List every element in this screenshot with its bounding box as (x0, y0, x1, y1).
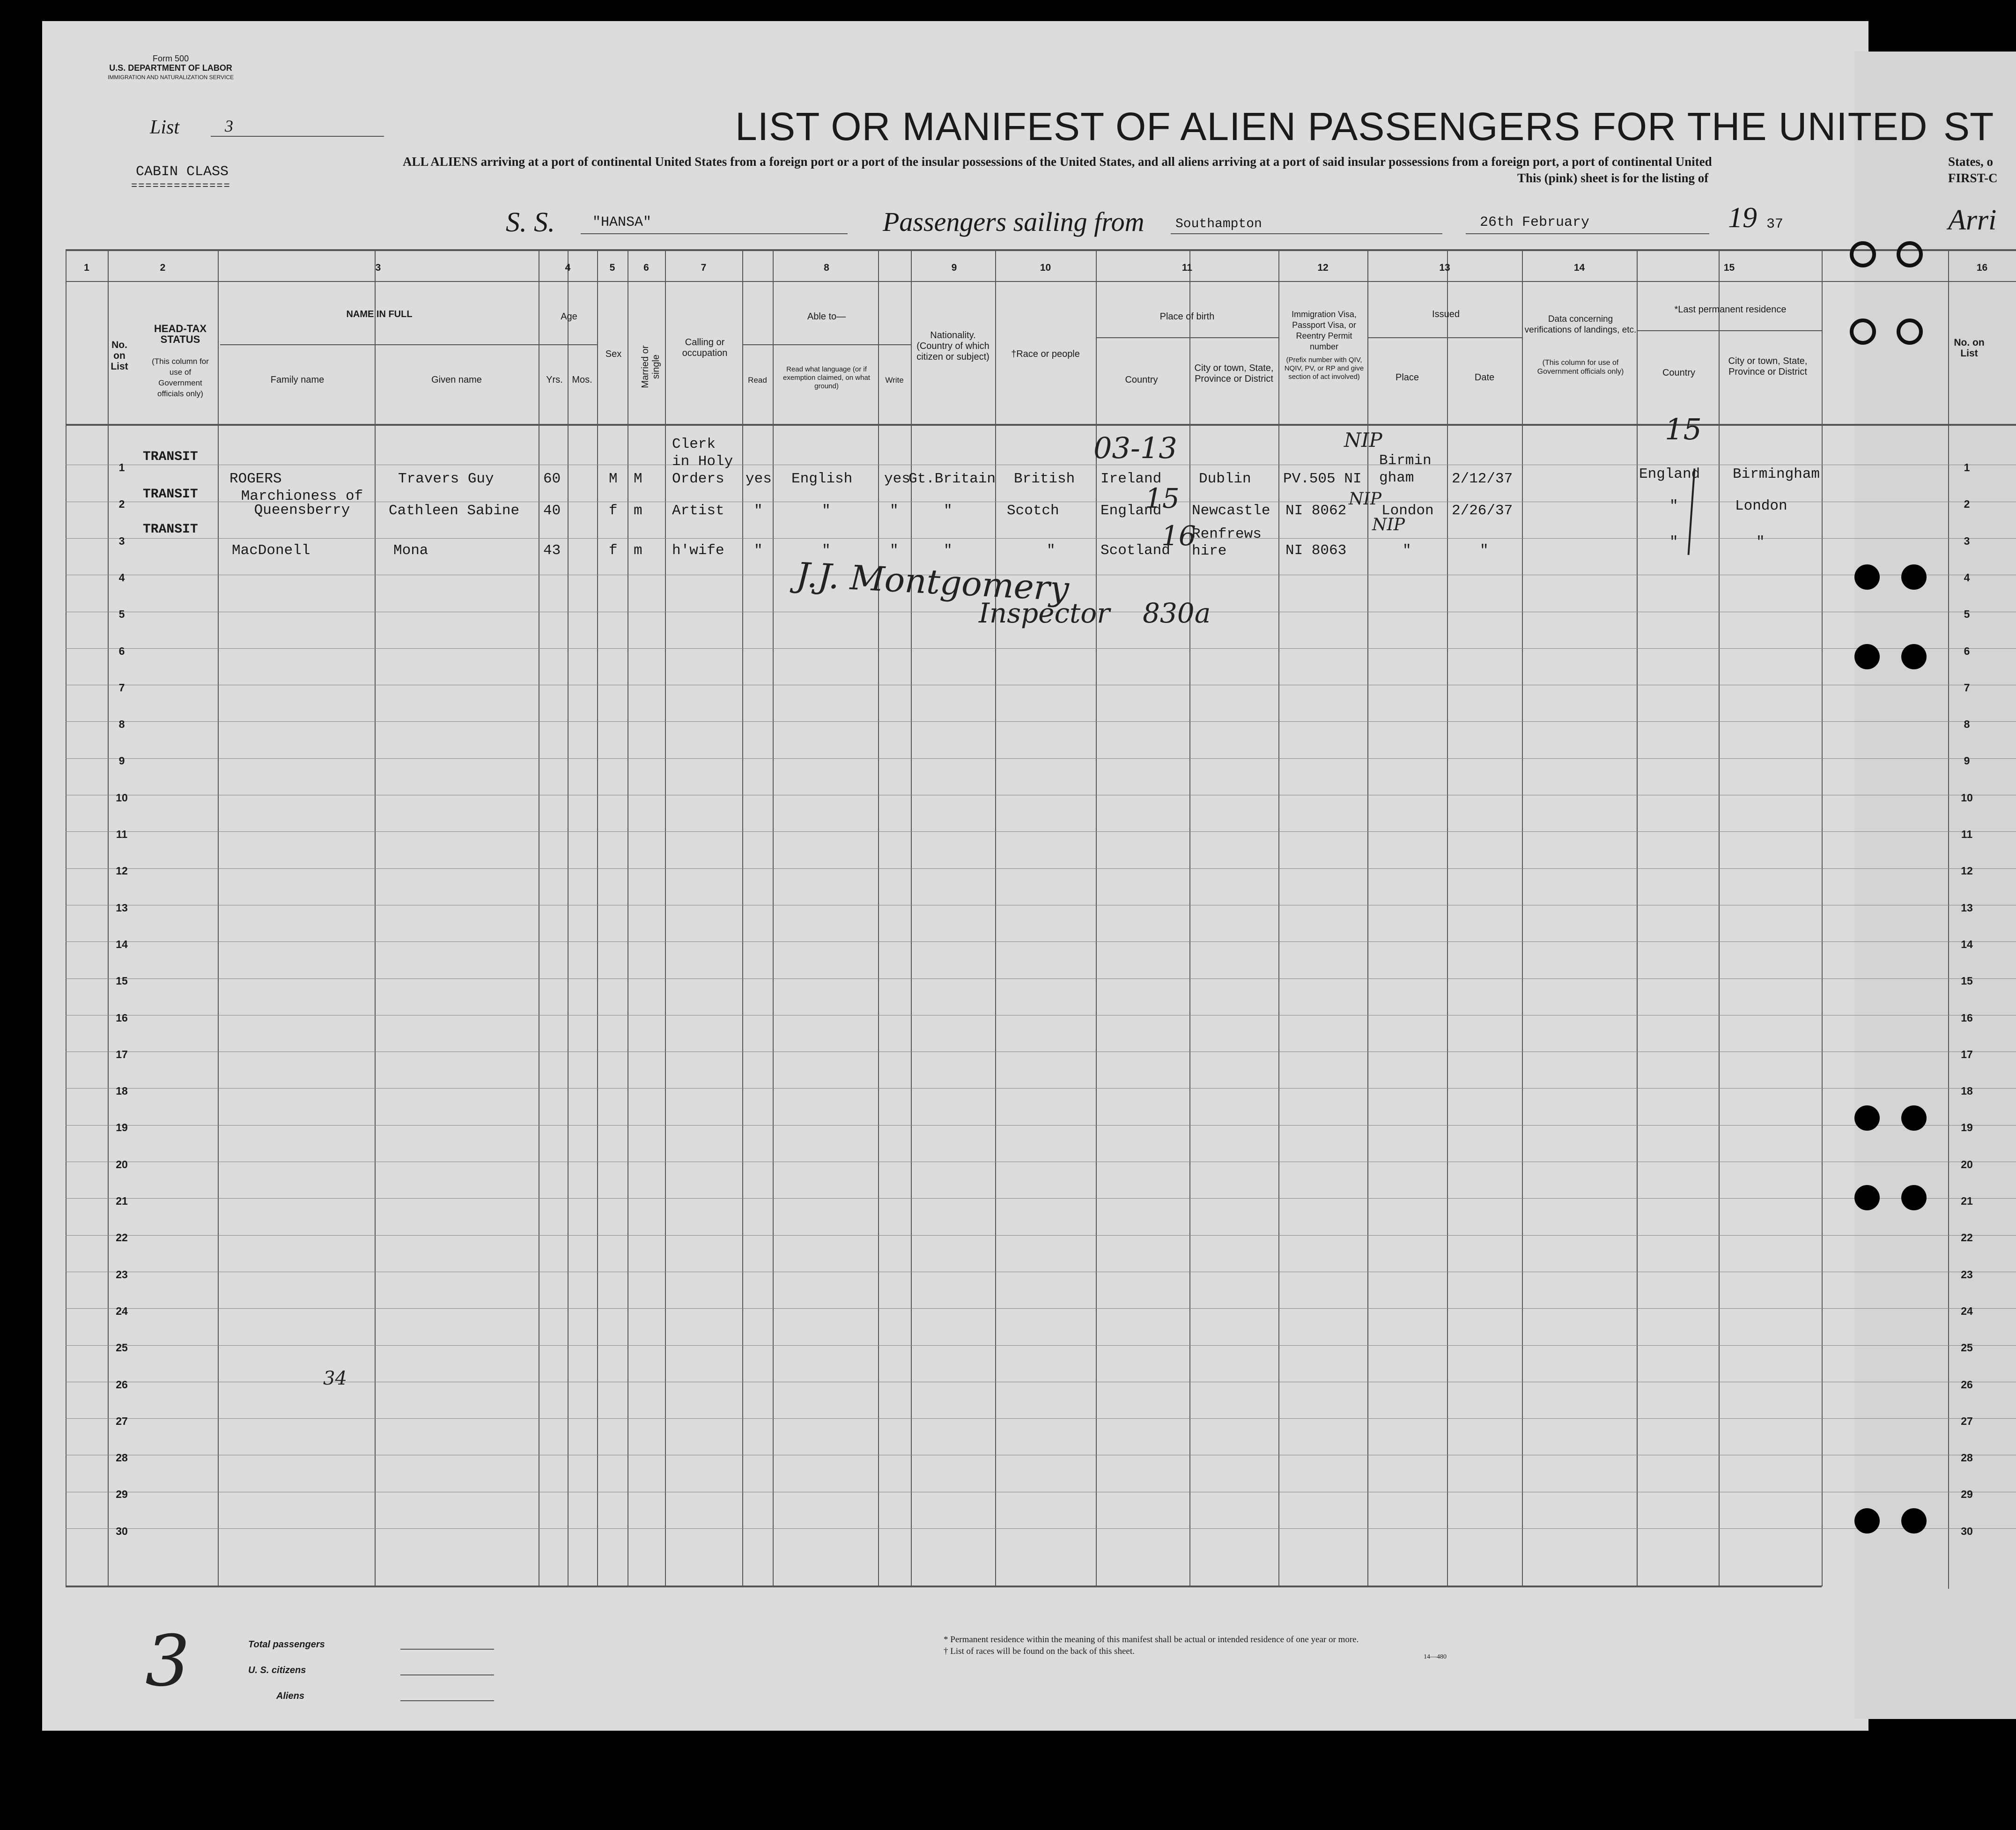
hdr-sex: Sex (605, 349, 622, 359)
given-3: Mona (393, 542, 428, 559)
hdr-last-residence: *Last permanent residence (1674, 304, 1787, 315)
hdr-res-city: City or town, State, Province or District (1728, 356, 1808, 377)
row-line (66, 941, 2016, 942)
row-number: 4 (118, 571, 125, 584)
row-number: 29 (1961, 1488, 1973, 1500)
row-line (66, 1418, 2016, 1419)
hdr-able-to: Able to— (807, 311, 846, 322)
hand-inspector: Inspector (979, 597, 1110, 629)
hand-nip-1: NIP (1344, 429, 1382, 452)
hdr-place-of-birth: Place of birth (1159, 311, 1215, 322)
issued-place-3: " (1403, 542, 1411, 559)
row-line (66, 868, 2016, 869)
subheader-line (1367, 337, 1522, 338)
row-number: 8 (118, 718, 125, 730)
issued-date-1: 2/12/37 (1452, 471, 1513, 487)
column-number: 11 (1182, 262, 1193, 273)
binder-hole (1901, 1185, 1927, 1210)
year-prefix: 19 (1728, 202, 1757, 234)
row-number: 14 (116, 938, 128, 950)
hand-total-mark: 3 (145, 1621, 190, 1702)
row-number: 5 (1964, 608, 1970, 620)
total-passengers-label: Total passengers (248, 1639, 325, 1650)
row-number: 27 (1961, 1415, 1973, 1427)
form-header (108, 54, 234, 82)
table-top-border (66, 249, 2016, 251)
row-number: 30 (1961, 1525, 1973, 1537)
language-3: " (822, 542, 831, 559)
hdr-visa: Immigration Visa, Passport Visa, or Reentry Permit number (1292, 310, 1357, 351)
hand-inspector-id: 830a (1143, 597, 1211, 629)
row-number: 30 (116, 1525, 128, 1537)
port-underline (1171, 233, 1442, 234)
title-continuation: ST (1943, 104, 1994, 148)
hdr-res-country: Country (1662, 368, 1696, 378)
race-3: " (1047, 542, 1056, 559)
res-city-1: Birmingham (1733, 466, 1820, 482)
binder-hole (1854, 1185, 1880, 1210)
hand-res-annot: 15 (1665, 412, 1702, 446)
row-number: 24 (116, 1305, 128, 1317)
row-number: 10 (116, 792, 128, 804)
column-line (375, 249, 376, 1586)
row-number: 12 (1961, 865, 1973, 877)
binder-hole (1854, 1105, 1880, 1131)
column-line (1189, 249, 1190, 1586)
subheader-line (539, 344, 597, 345)
family-1: ROGERS (229, 471, 282, 487)
row-line (66, 1125, 2016, 1126)
row-number: 6 (118, 645, 125, 657)
row-line (66, 1308, 2016, 1309)
row-number: 7 (118, 682, 125, 694)
row-number: 15 (1961, 975, 1973, 987)
year-suffix: 37 (1766, 216, 1784, 232)
row-number: 24 (1961, 1305, 1973, 1317)
hdr-read: Read (748, 376, 767, 385)
binder-hole (1901, 1105, 1927, 1131)
form-code: 14—480 (1424, 1653, 1447, 1660)
hdr-data-note: (This column for use of Government officials only) (1537, 359, 1624, 376)
hand-nip-3: NIP (1372, 515, 1405, 534)
res-country-3: " (1669, 534, 1678, 550)
row-number: 20 (1961, 1158, 1973, 1171)
res-city-3: " (1756, 534, 1765, 550)
sailing-date: 26th February (1480, 215, 1590, 230)
sex-1: M (609, 471, 618, 487)
row-number: 11 (116, 828, 128, 840)
row-number: 23 (1961, 1268, 1973, 1281)
row-number: 13 (1961, 902, 1973, 914)
row-line (66, 721, 2016, 722)
married-3: m (634, 542, 642, 559)
footnote-1: * Permanent residence within the meaning of this manifest shall be actual or intended residence of one year or more. (944, 1635, 1359, 1645)
manifest-sheet (42, 21, 1868, 1731)
hdr-age: Age (561, 311, 577, 322)
married-1: M (634, 471, 642, 487)
res-country-2: " (1669, 498, 1678, 514)
birth-city-2: Newcastle (1192, 503, 1270, 519)
hdr-read-language: Read what language (or if exemption claimed, on what ground) (783, 365, 870, 390)
column-line (1948, 249, 1949, 1589)
visa-1: PV.505 NI (1283, 471, 1362, 487)
row-number: 18 (1961, 1085, 1973, 1097)
nationality-3: " (944, 542, 953, 559)
table-bottom-border (66, 1586, 1822, 1587)
subheader-line (742, 344, 911, 345)
hdr-issued-place: Place (1395, 372, 1419, 383)
married-2: m (634, 503, 642, 519)
row-number: 28 (1961, 1452, 1973, 1464)
binder-hole-ring (1897, 241, 1923, 267)
row-line (66, 831, 2016, 832)
row-line (66, 1088, 2016, 1089)
list-label: List (150, 117, 180, 138)
ship-name: "HANSA" (592, 215, 652, 230)
hdr-race: †Race or people (1011, 349, 1080, 359)
sex-3: f (609, 542, 618, 559)
family-3: MacDonell (232, 542, 310, 559)
binder-hole (1854, 564, 1880, 590)
issued-date-3: " (1480, 542, 1489, 559)
birth-country-3: Scotland (1100, 542, 1170, 559)
hdr-issued: Issued (1432, 309, 1460, 319)
row-number: 3 (1964, 535, 1970, 547)
column-number: 15 (1723, 262, 1735, 273)
ship-prefix: S. S. (506, 207, 555, 237)
row-line (66, 758, 2016, 759)
row-number: 6 (1964, 645, 1970, 657)
sex-2: f (609, 503, 618, 519)
calling-1: Clerk in Holy Orders (672, 436, 733, 487)
column-line (1522, 249, 1523, 1586)
status-3: TRANSIT (143, 522, 198, 537)
binder-hole (1854, 1508, 1880, 1534)
hdr-birth-country: Country (1125, 375, 1158, 385)
total-line-1 (400, 1649, 494, 1650)
row-number: 2 (118, 498, 125, 510)
sailing-port: Southampton (1175, 217, 1262, 231)
column-line (1637, 249, 1638, 1586)
row-number: 1 (118, 461, 125, 474)
row-number: 18 (116, 1085, 128, 1097)
hdr-no-on-list-right: No. on List (1954, 337, 1985, 359)
binder-hole-ring (1897, 319, 1923, 345)
yrs-2: 40 (543, 503, 561, 519)
column-line (218, 249, 219, 1586)
res-city-2: London (1735, 498, 1787, 514)
write-3: " (890, 542, 899, 559)
arriving-label: Arri (1948, 204, 1997, 236)
row-line (66, 978, 2016, 979)
read-1: yes (746, 471, 772, 487)
class-underline: ============== (131, 180, 231, 192)
res-country-1: England (1639, 466, 1700, 482)
service: IMMIGRATION AND NATURALIZATION SERVICE (108, 74, 234, 81)
column-line (1278, 249, 1279, 1586)
form-number: Form 500 (153, 54, 189, 63)
hand-nip-2: NIP (1349, 489, 1381, 509)
row-number: 5 (118, 608, 125, 620)
row-number: 29 (116, 1488, 128, 1500)
row-number: 26 (1961, 1378, 1973, 1391)
birth-country-1: Ireland (1100, 471, 1162, 487)
calling-3: h'wife (672, 542, 724, 559)
column-line (1822, 249, 1823, 1586)
race-1: British (1014, 471, 1075, 487)
yrs-1: 60 (543, 471, 561, 487)
row-number: 21 (116, 1195, 128, 1207)
column-number: 7 (701, 262, 707, 273)
visa-3: NI 8063 (1285, 542, 1347, 559)
hdr-birth-city: City or town, State, Province or District (1194, 363, 1274, 384)
row-number: 17 (116, 1048, 128, 1060)
hdr-write: Write (885, 376, 904, 385)
row-number: 7 (1964, 682, 1970, 694)
race-2: Scotch (1007, 503, 1059, 519)
row-number: 10 (1961, 792, 1973, 804)
column-line (1447, 249, 1448, 1586)
instructions-right1: States, o (1948, 155, 1993, 169)
hdr-calling: Calling or occupation (682, 337, 728, 358)
hdr-visa-note: (Prefix number with QIV, NQIV, PV, or RP and give section of act involved) (1284, 356, 1364, 381)
row-number: 22 (1961, 1231, 1973, 1244)
subheader-line (1096, 337, 1278, 338)
row-number: 19 (1961, 1121, 1973, 1134)
list-underline (211, 136, 384, 137)
hand-margin-mark: 34 (323, 1368, 347, 1389)
column-number: 3 (375, 262, 381, 273)
binder-hole (1901, 1508, 1927, 1534)
row-number: 9 (1964, 755, 1970, 767)
row-line (66, 648, 2016, 649)
write-2: " (890, 503, 899, 519)
column-line (995, 249, 996, 1586)
row-number: 20 (116, 1158, 128, 1171)
birth-country-2: England (1100, 503, 1162, 519)
visa-2: NI 8062 (1285, 503, 1347, 519)
row-number: 11 (1961, 828, 1973, 840)
hand-pob-annotation: 03-13 (1093, 431, 1177, 465)
row-number: 27 (116, 1415, 128, 1427)
date-underline (1466, 233, 1709, 234)
row-number: 8 (1964, 718, 1970, 730)
row-number: 16 (116, 1012, 128, 1024)
given-1: Travers Guy (398, 471, 494, 487)
instructions-right2: FIRST-C (1948, 171, 1998, 185)
hdr-issued-date: Date (1474, 372, 1495, 383)
column-line (568, 249, 569, 1586)
language-2: " (822, 503, 831, 519)
hdr-nationality: Nationality. (Country of which citizen or subject) (916, 330, 990, 362)
row-number: 3 (118, 535, 125, 547)
column-line (911, 249, 912, 1586)
row-number: 9 (118, 755, 125, 767)
column-number: 16 (1976, 262, 1988, 273)
row-number: 28 (116, 1452, 128, 1464)
row-number: 16 (1961, 1012, 1973, 1024)
language-1: English (791, 471, 853, 487)
ship-underline (581, 233, 848, 234)
nationality-1: Gt.Britain (908, 471, 996, 487)
total-line-2 (400, 1674, 494, 1675)
row-number: 14 (1961, 938, 1973, 950)
issued-place-1: Birmingham (1379, 452, 1432, 486)
column-line (597, 249, 598, 1586)
row-number: 4 (1964, 571, 1970, 584)
sailing-label: Passengers sailing from (883, 207, 1145, 237)
binder-hole (1901, 644, 1927, 669)
column-number: 8 (824, 262, 829, 273)
issued-date-2: 2/26/37 (1452, 503, 1513, 519)
column-number: 6 (643, 262, 649, 273)
row-number: 1 (1964, 461, 1970, 474)
row-number: 26 (116, 1378, 128, 1391)
binder-hole-ring (1850, 319, 1876, 345)
row-number: 19 (116, 1121, 128, 1134)
row-number: 23 (116, 1268, 128, 1281)
next-sheet-edge (1854, 52, 2016, 1719)
birth-city-1: Dublin (1199, 471, 1251, 487)
column-line (665, 249, 666, 1586)
status-1: TRANSIT (143, 450, 198, 464)
hdr-given-name: Given name (431, 375, 482, 385)
row-number: 25 (1961, 1341, 1973, 1354)
column-number: 12 (1317, 262, 1329, 273)
row-number: 17 (1961, 1048, 1973, 1060)
issued-place-2: London (1381, 503, 1434, 519)
hdr-head-tax-note: (This column for use of Government officials only) (152, 357, 209, 398)
row-number: 12 (116, 865, 128, 877)
row-line (66, 1345, 2016, 1346)
hdr-yrs: Yrs. (546, 375, 563, 385)
row-number: 13 (116, 902, 128, 914)
page-title: LIST OR MANIFEST OF ALIEN PASSENGERS FOR THE UNITED (735, 104, 1928, 148)
status-2: TRANSIT (143, 487, 198, 502)
column-number: 14 (1573, 262, 1585, 273)
hdr-mos: Mos. (572, 375, 592, 385)
hdr-no-on-list: No. on List (111, 340, 128, 372)
row-line (66, 1528, 2016, 1529)
column-line (742, 249, 743, 1586)
hdr-married: Married or single (640, 345, 661, 388)
row-line (66, 538, 2016, 539)
column-line (878, 249, 879, 1586)
column-number: 1 (84, 262, 89, 273)
yrs-3: 43 (543, 542, 561, 559)
hand-signature: J.J. Montgomery (795, 555, 1070, 609)
list-number: 3 (225, 117, 233, 135)
total-line-3 (400, 1700, 494, 1701)
hdr-family-name: Family name (270, 375, 325, 385)
read-2: " (754, 503, 763, 519)
nationality-2: " (944, 503, 953, 519)
column-number: 5 (609, 262, 615, 273)
row-number: 22 (116, 1231, 128, 1244)
subheader-line (1637, 330, 1822, 331)
read-3: " (754, 542, 763, 559)
binder-hole (1901, 564, 1927, 590)
column-line (1719, 249, 1720, 1586)
row-number: 25 (116, 1341, 128, 1354)
subheader-line (220, 344, 539, 345)
us-citizens-label: U. S. citizens (248, 1665, 306, 1675)
family-2: Marchioness of Queensberry (241, 488, 363, 519)
row-number: 2 (1964, 498, 1970, 510)
department: U.S. DEPARTMENT OF LABOR (109, 63, 232, 73)
hdr-head-tax: HEAD-TAX STATUS (154, 323, 207, 345)
instructions-line2: This (pink) sheet is for the listing of (1517, 171, 1709, 185)
column-number: 2 (160, 262, 166, 273)
column-number: 4 (565, 262, 571, 273)
write-1: yes (884, 471, 910, 487)
hdr-data-concerning: Data concerning verifications of landings, etc. (1524, 314, 1637, 335)
aliens-label: Aliens (276, 1691, 305, 1701)
colnum-divider (66, 281, 2016, 282)
header-bottom-border (66, 424, 2016, 426)
given-2: Cathleen Sabine (389, 503, 520, 519)
row-number: 15 (116, 975, 128, 987)
birth-city-3: Renfrewshire (1192, 526, 1262, 559)
hand-annot-16: 16 (1161, 520, 1196, 552)
row-number: 21 (1961, 1195, 1973, 1207)
row-line (66, 1198, 2016, 1199)
footnote-2: † List of races will be found on the back of this sheet. (944, 1646, 1135, 1656)
binder-hole-ring (1850, 241, 1876, 267)
hand-annot-15: 15 (1145, 482, 1180, 514)
hdr-name-in-full: NAME IN FULL (346, 309, 413, 319)
class-label: CABIN CLASS (136, 164, 229, 180)
column-line (773, 249, 774, 1586)
instructions-line1: ALL ALIENS arriving at a port of continental United States from a foreign port or a port of the insular possessions of the United States, and all aliens arriving at a port of said insular possessions from a foreign port, a port of continental United (403, 155, 1712, 169)
column-number: 13 (1439, 262, 1450, 273)
column-number: 9 (951, 262, 957, 273)
calling-2: Artist (672, 503, 724, 519)
column-number: 10 (1040, 262, 1051, 273)
binder-hole (1854, 644, 1880, 669)
row-line (66, 1235, 2016, 1236)
